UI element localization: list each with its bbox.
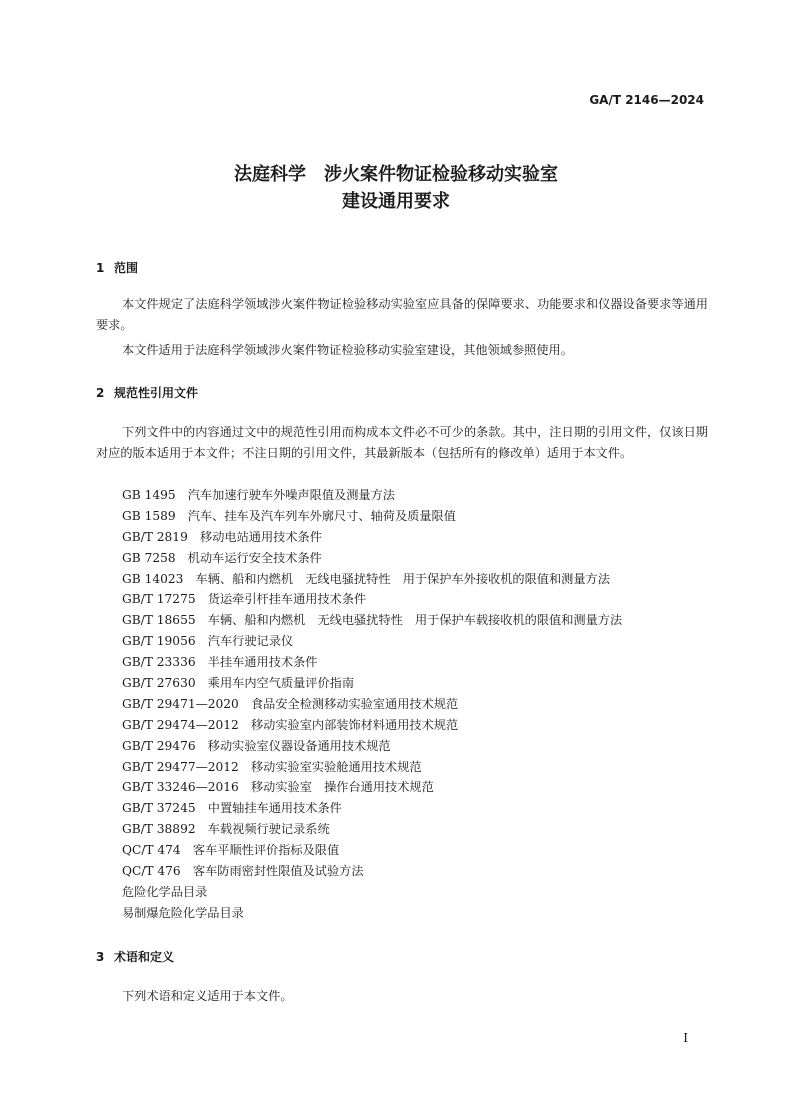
reference-item: GB/T 18655 车辆、船和内燃机 无线电骚扰特性 用于保护车载接收机的限值和测量方法 [122,613,623,628]
section-number: 1 [96,261,105,275]
section-title: 范围 [114,261,139,275]
reference-item: GB 1495 汽车加速行驶车外噪声限值及测量方法 [122,488,395,502]
reference-item: GB/T 29477—2012 移动实验室实验舱通用技术规范 [122,759,422,774]
reference-list [122,485,622,924]
scope-paragraph-1: 本文件规定了法庭科学领域涉火案件物证检验移动实验室应具备的保障要求、功能要求和仪器设备要求等通用要求。 [96,297,708,332]
reference-item: GB/T 23336 半挂车通用技术条件 [122,655,318,670]
section-title: 规范性引用文件 [114,386,199,400]
reference-item: GB 14023 车辆、船和内燃机 无线电骚扰特性 用于保护车外接收机的限值和测量方法 [122,571,610,586]
page-number: I [683,1031,688,1045]
section-heading-scope [96,259,138,276]
reference-item: 易制爆危险化学品目录 [122,905,244,920]
document-title-line1: 法庭科学 涉火案件物证检验移动实验室 [234,164,558,185]
reference-item: QC/T 476 客车防雨密封性限值及试验方法 [122,864,364,879]
reference-item: GB/T 29471—2020 食品安全检测移动实验室通用技术规范 [122,696,459,711]
reference-item: GB/T 29474—2012 移动实验室内部装饰材料通用技术规范 [122,717,459,732]
reference-item: GB/T 19056 汽车行驶记录仪 [122,634,294,649]
reference-item: GB/T 33246—2016 移动实验室 操作台通用技术规范 [122,780,434,795]
section-number: 3 [96,950,105,964]
section-heading-normative-references [96,384,198,401]
reference-item: GB/T 37245 中置轴挂车通用技术条件 [122,801,342,816]
reference-item: 危险化学品目录 [122,884,208,899]
reference-item: GB/T 17275 货运牵引杆挂车通用技术条件 [122,592,367,607]
terms-intro-paragraph: 下列术语和定义适用于本文件。 [122,989,293,1003]
reference-item: GB/T 38892 车载视频行驶记录系统 [122,822,330,837]
document-title-line2: 建设通用要求 [342,191,450,212]
reference-item: GB 7258 机动车运行安全技术条件 [122,550,322,565]
reference-item: GB 1589 汽车、挂车及汽车列车外廓尺寸、轴荷及质量限值 [122,508,456,523]
section-heading-terms [96,948,174,965]
standard-code: GA/T 2146—2024 [589,93,704,107]
scope-paragraph-2: 本文件适用于法庭科学领域涉火案件物证检验移动实验室建设，其他领域参照使用。 [122,343,573,357]
reference-item: GB/T 2819 移动电站通用技术条件 [122,529,322,544]
reference-item: GB/T 27630 乘用车内空气质量评价指南 [122,676,355,691]
reference-item: GB/T 29476 移动实验室仪器设备通用技术规范 [122,738,391,753]
reference-item: QC/T 474 客车平顺性评价指标及限值 [122,843,340,858]
section-number: 2 [96,386,105,400]
references-intro-paragraph: 下列文件中的内容通过文中的规范性引用而构成本文件必不可少的条款。其中，注日期的引用文件，仅该日期对应的版本适用于本文件；不注日期的引用文件，其最新版本（包括所有的修改单）适用于本文件。 [96,425,708,460]
section-title: 术语和定义 [114,950,175,964]
